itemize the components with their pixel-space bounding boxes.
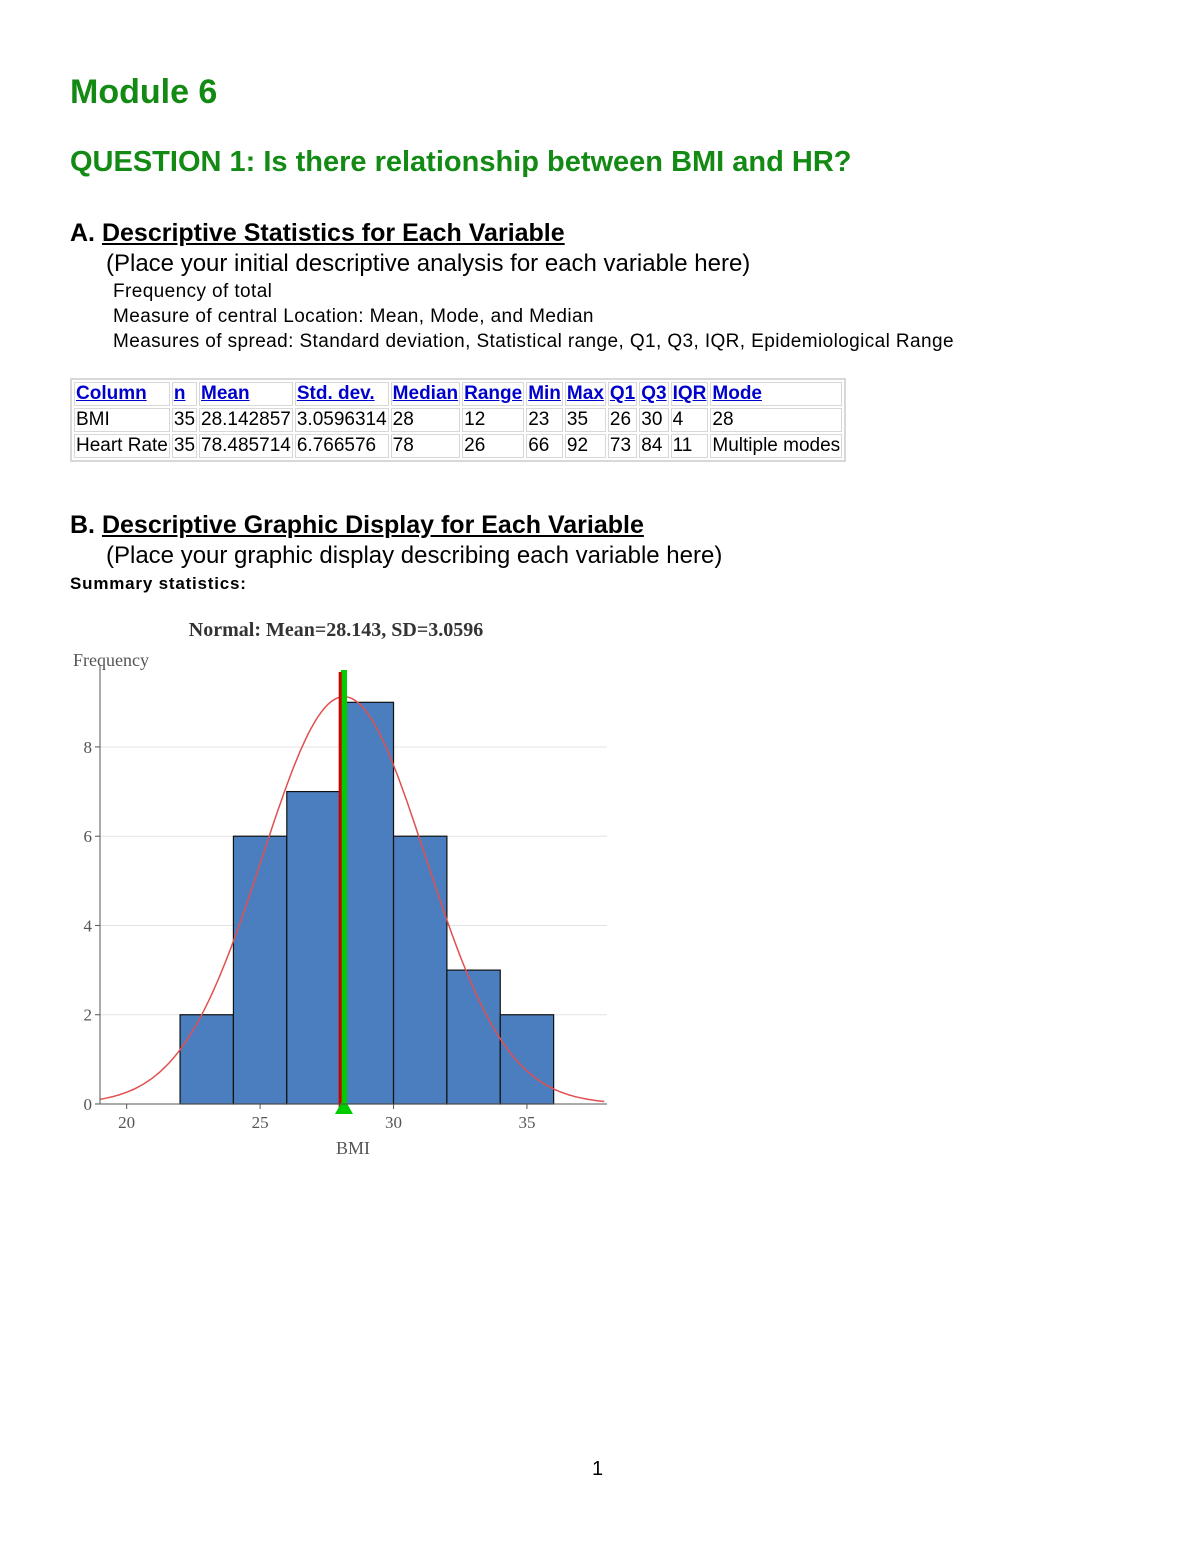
table-cell: 84 xyxy=(639,434,668,458)
page-number: 1 xyxy=(592,1458,604,1480)
header-column[interactable]: Column xyxy=(74,382,170,406)
table-cell: 26 xyxy=(608,408,637,432)
histogram-bar xyxy=(233,836,286,1104)
question-title: QUESTION 1: Is there relationship between BMI and HR? xyxy=(70,146,852,178)
header-mode[interactable]: Mode xyxy=(710,382,842,406)
histogram-bar xyxy=(180,1015,233,1104)
list-item: Frequency of total xyxy=(113,281,273,302)
header-min[interactable]: Min xyxy=(528,383,561,404)
header-median[interactable]: Median xyxy=(392,383,459,404)
histogram-bar xyxy=(287,792,340,1104)
table-cell: 30 xyxy=(639,408,668,432)
list-item: Measure of central Location: Mean, Mode, and Median xyxy=(113,306,594,327)
table-cell: 28 xyxy=(710,408,842,432)
table-cell: BMI xyxy=(74,408,170,432)
chart-title: Normal: Mean=28.143, SD=3.0596 xyxy=(188,619,484,641)
header-q1[interactable]: Q1 xyxy=(609,383,636,404)
table-cell: 23 xyxy=(526,408,563,432)
section-b-heading xyxy=(70,510,644,540)
module-title: Module 6 xyxy=(70,73,218,111)
summary-statistics-label: Summary statistics: xyxy=(70,574,247,593)
table-cell: 35 xyxy=(565,408,606,432)
x-tick-label: 20 xyxy=(118,1113,136,1132)
y-axis-label: Frequency xyxy=(73,650,149,670)
bmi-histogram-chart xyxy=(60,612,620,1162)
table-cell: 11 xyxy=(671,434,709,458)
table-cell: 3.0596314 xyxy=(296,409,387,430)
table-cell: 92 xyxy=(565,434,606,458)
table-row xyxy=(74,434,842,458)
header-n[interactable]: n xyxy=(172,382,197,406)
header-max[interactable]: Max xyxy=(566,383,604,404)
histogram-bar xyxy=(340,702,393,1104)
table-row xyxy=(74,408,842,432)
y-tick-label: 6 xyxy=(83,827,92,847)
table-cell: 12 xyxy=(462,408,524,432)
section-a-instruction: (Place your initial descriptive analysis for each variable here) xyxy=(106,250,751,277)
table-cell: 35 xyxy=(173,435,196,456)
stats-table xyxy=(70,378,846,462)
section-a-heading xyxy=(70,218,565,248)
histogram-bar xyxy=(394,836,447,1104)
header-std-dev[interactable]: Std. dev. xyxy=(295,382,389,406)
histogram-bars xyxy=(180,702,554,1104)
histogram-bar xyxy=(500,1015,553,1104)
x-tick-label: 30 xyxy=(385,1113,403,1132)
section-a-letter: A. xyxy=(70,219,95,247)
table-cell: 66 xyxy=(526,434,563,458)
section-b-letter: B. xyxy=(70,511,95,539)
table-cell: Heart Rate xyxy=(76,435,168,456)
header-mean[interactable]: Mean xyxy=(199,382,293,406)
y-tick-label: 2 xyxy=(83,1005,92,1025)
y-tick-label: 4 xyxy=(83,916,92,936)
section-a-title: Descriptive Statistics for Each Variable xyxy=(101,219,565,247)
table-cell: 78.485714 xyxy=(201,435,291,456)
list-item: Measures of spread: Standard deviation, Statistical range, Q1, Q3, IQR, Epidemiological Range xyxy=(113,331,954,352)
x-axis-label: BMI xyxy=(335,1138,371,1158)
header-iqr[interactable]: IQR xyxy=(672,383,707,404)
table-cell: 28.142857 xyxy=(201,409,291,430)
table-cell: 78 xyxy=(391,434,460,458)
y-tick-label: 0 xyxy=(83,1095,92,1114)
table-cell: 35 xyxy=(173,409,196,430)
header-range[interactable]: Range xyxy=(464,383,523,404)
x-tick-label: 25 xyxy=(251,1113,269,1132)
y-tick-label: 8 xyxy=(83,737,92,757)
table-cell: 6.766576 xyxy=(295,434,389,458)
table-cell: 26 xyxy=(462,434,524,458)
table-header-row xyxy=(74,382,842,406)
section-b-instruction: (Place your graphic display describing each variable here) xyxy=(106,542,723,569)
table-cell: 73 xyxy=(608,434,637,458)
header-q3[interactable]: Q3 xyxy=(641,383,667,404)
table-cell: Multiple modes xyxy=(712,435,841,456)
x-tick-label: 35 xyxy=(518,1113,536,1132)
table-cell: 4 xyxy=(671,408,709,432)
table-cell: 28 xyxy=(391,408,460,432)
section-b-title: Descriptive Graphic Display for Each Variable xyxy=(101,511,644,539)
